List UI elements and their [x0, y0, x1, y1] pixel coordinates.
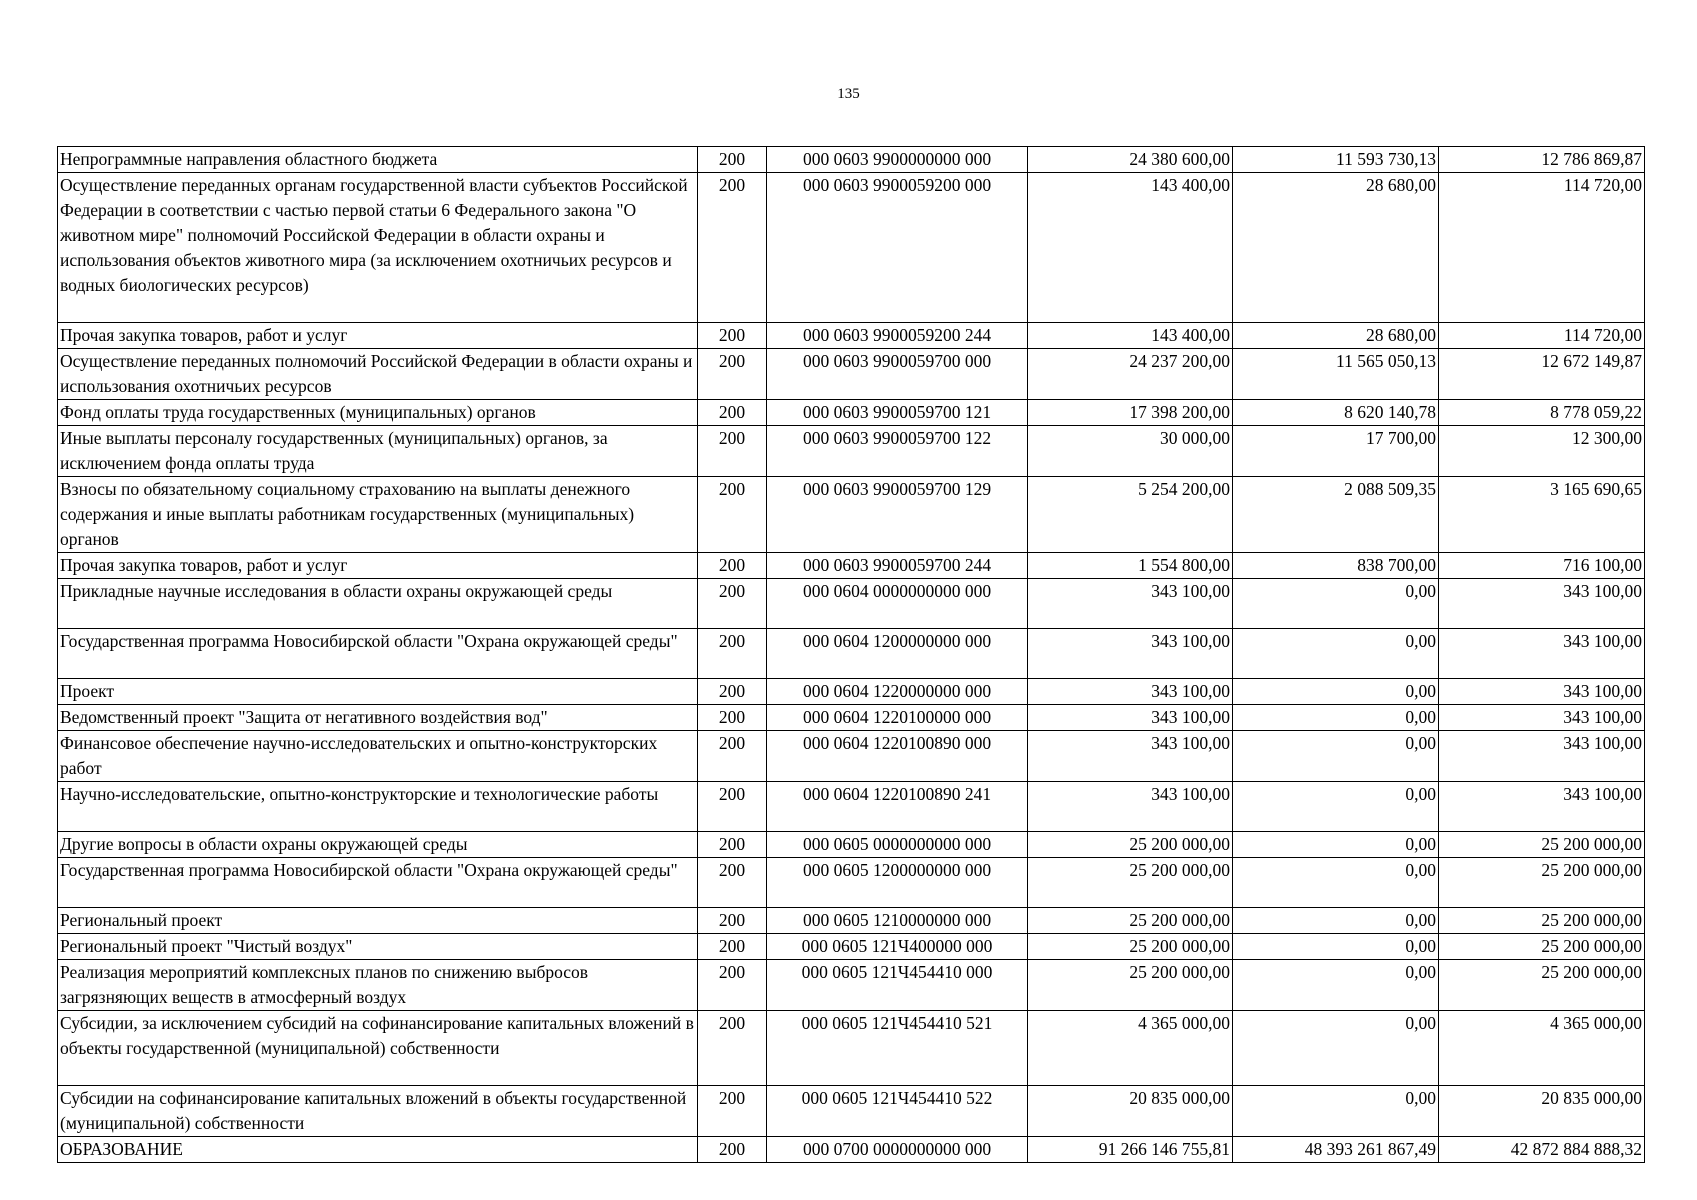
row-admin-code: 200	[698, 1137, 767, 1163]
budget-table-body	[58, 147, 1645, 1163]
row-executed-amount: 0,00	[1233, 1011, 1439, 1086]
row-admin-code: 200	[698, 908, 767, 934]
table-row	[58, 705, 1645, 731]
table-row	[58, 908, 1645, 934]
row-unexecuted-amount: 114 720,00	[1439, 323, 1645, 349]
row-executed-amount: 0,00	[1233, 679, 1439, 705]
row-approved-amount: 24 237 200,00	[1028, 349, 1233, 400]
table-row	[58, 349, 1645, 400]
row-executed-amount: 28 680,00	[1233, 173, 1439, 323]
table-row	[58, 173, 1645, 323]
row-executed-amount: 48 393 261 867,49	[1233, 1137, 1439, 1163]
row-budget-code: 000 0605 121Ч454410 000	[767, 960, 1028, 1011]
row-approved-amount: 1 554 800,00	[1028, 553, 1233, 579]
table-row	[58, 147, 1645, 173]
row-executed-amount: 8 620 140,78	[1233, 400, 1439, 426]
row-unexecuted-amount: 42 872 884 888,32	[1439, 1137, 1645, 1163]
row-unexecuted-amount: 8 778 059,22	[1439, 400, 1645, 426]
row-unexecuted-amount: 4 365 000,00	[1439, 1011, 1645, 1086]
row-approved-amount: 24 380 600,00	[1028, 147, 1233, 173]
row-approved-amount: 343 100,00	[1028, 731, 1233, 782]
row-executed-amount: 0,00	[1233, 832, 1439, 858]
row-executed-amount: 0,00	[1233, 782, 1439, 832]
row-unexecuted-amount: 3 165 690,65	[1439, 477, 1645, 553]
row-admin-code: 200	[698, 553, 767, 579]
row-approved-amount: 143 400,00	[1028, 323, 1233, 349]
row-unexecuted-amount: 343 100,00	[1439, 705, 1645, 731]
row-admin-code: 200	[698, 477, 767, 553]
row-executed-amount: 0,00	[1233, 960, 1439, 1011]
row-admin-code: 200	[698, 349, 767, 400]
row-admin-code: 200	[698, 1011, 767, 1086]
row-budget-code: 000 0605 121Ч400000 000	[767, 934, 1028, 960]
row-budget-code: 000 0604 1220100000 000	[767, 705, 1028, 731]
row-executed-amount: 17 700,00	[1233, 426, 1439, 477]
row-admin-code: 200	[698, 1086, 767, 1137]
row-admin-code: 200	[698, 832, 767, 858]
row-budget-code: 000 0700 0000000000 000	[767, 1137, 1028, 1163]
row-approved-amount: 25 200 000,00	[1028, 934, 1233, 960]
row-executed-amount: 2 088 509,35	[1233, 477, 1439, 553]
row-name: Непрограммные направления областного бюджета	[58, 147, 698, 173]
row-unexecuted-amount: 716 100,00	[1439, 553, 1645, 579]
row-executed-amount: 0,00	[1233, 579, 1439, 629]
row-name: Другие вопросы в области охраны окружающей среды	[58, 832, 698, 858]
row-name: Иные выплаты персоналу государственных (муниципальных) органов, за исключением фонда оплаты труда	[58, 426, 698, 477]
row-unexecuted-amount: 343 100,00	[1439, 731, 1645, 782]
row-admin-code: 200	[698, 934, 767, 960]
row-budget-code: 000 0605 1200000000 000	[767, 858, 1028, 908]
row-budget-code: 000 0603 9900059700 000	[767, 349, 1028, 400]
row-executed-amount: 0,00	[1233, 908, 1439, 934]
table-row	[58, 1086, 1645, 1137]
row-name: Субсидии на софинансирование капитальных вложений в объекты государственной (муниципальной) собственности	[58, 1086, 698, 1137]
row-admin-code: 200	[698, 426, 767, 477]
row-executed-amount: 0,00	[1233, 934, 1439, 960]
row-name: Проект	[58, 679, 698, 705]
row-admin-code: 200	[698, 679, 767, 705]
row-budget-code: 000 0603 9900059200 244	[767, 323, 1028, 349]
row-admin-code: 200	[698, 858, 767, 908]
row-budget-code: 000 0604 1200000000 000	[767, 629, 1028, 679]
row-approved-amount: 91 266 146 755,81	[1028, 1137, 1233, 1163]
row-admin-code: 200	[698, 782, 767, 832]
row-budget-code: 000 0603 9900000000 000	[767, 147, 1028, 173]
row-unexecuted-amount: 25 200 000,00	[1439, 832, 1645, 858]
table-row	[58, 832, 1645, 858]
row-approved-amount: 343 100,00	[1028, 782, 1233, 832]
row-unexecuted-amount: 20 835 000,00	[1439, 1086, 1645, 1137]
row-budget-code: 000 0603 9900059700 129	[767, 477, 1028, 553]
row-approved-amount: 25 200 000,00	[1028, 832, 1233, 858]
row-name: Осуществление переданных органам государственной власти субъектов Российской Федерации в соответствии с частью первой статьи 6 Федерального закона "О животном мире" полномочий Российской Федерации в области охраны и использования объектов животного мира (за исключением охотничьих ресурсов и водных биологических ресурсов)	[58, 173, 698, 323]
row-approved-amount: 343 100,00	[1028, 679, 1233, 705]
table-row	[58, 323, 1645, 349]
row-admin-code: 200	[698, 579, 767, 629]
row-unexecuted-amount: 25 200 000,00	[1439, 858, 1645, 908]
row-budget-code: 000 0603 9900059700 122	[767, 426, 1028, 477]
row-approved-amount: 5 254 200,00	[1028, 477, 1233, 553]
row-name: Региональный проект "Чистый воздух"	[58, 934, 698, 960]
row-executed-amount: 0,00	[1233, 858, 1439, 908]
row-unexecuted-amount: 25 200 000,00	[1439, 934, 1645, 960]
row-approved-amount: 25 200 000,00	[1028, 858, 1233, 908]
row-name: Ведомственный проект "Защита от негативного воздействия вод"	[58, 705, 698, 731]
row-unexecuted-amount: 343 100,00	[1439, 782, 1645, 832]
row-name: Финансовое обеспечение научно-исследовательских и опытно-конструкторских работ	[58, 731, 698, 782]
table-row	[58, 1137, 1645, 1163]
row-name: Осуществление переданных полномочий Российской Федерации в области охраны и использования охотничьих ресурсов	[58, 349, 698, 400]
row-approved-amount: 4 365 000,00	[1028, 1011, 1233, 1086]
row-approved-amount: 25 200 000,00	[1028, 908, 1233, 934]
row-name: Фонд оплаты труда государственных (муниципальных) органов	[58, 400, 698, 426]
row-budget-code: 000 0603 9900059200 000	[767, 173, 1028, 323]
row-admin-code: 200	[698, 400, 767, 426]
row-approved-amount: 343 100,00	[1028, 579, 1233, 629]
row-executed-amount: 11 565 050,13	[1233, 349, 1439, 400]
page-number: 135	[837, 86, 860, 102]
row-name: Прочая закупка товаров, работ и услуг	[58, 553, 698, 579]
row-name: Научно-исследовательские, опытно-конструкторские и технологические работы	[58, 782, 698, 832]
table-row	[58, 477, 1645, 553]
row-executed-amount: 0,00	[1233, 629, 1439, 679]
row-admin-code: 200	[698, 147, 767, 173]
row-name: Государственная программа Новосибирской области "Охрана окружающей среды"	[58, 858, 698, 908]
row-unexecuted-amount: 343 100,00	[1439, 679, 1645, 705]
row-admin-code: 200	[698, 323, 767, 349]
row-approved-amount: 20 835 000,00	[1028, 1086, 1233, 1137]
row-budget-code: 000 0604 1220100890 000	[767, 731, 1028, 782]
table-row	[58, 579, 1645, 629]
table-row	[58, 629, 1645, 679]
row-executed-amount: 838 700,00	[1233, 553, 1439, 579]
budget-table	[57, 146, 1645, 1163]
row-approved-amount: 25 200 000,00	[1028, 960, 1233, 1011]
row-executed-amount: 0,00	[1233, 705, 1439, 731]
row-unexecuted-amount: 12 786 869,87	[1439, 147, 1645, 173]
table-row	[58, 679, 1645, 705]
row-admin-code: 200	[698, 960, 767, 1011]
row-name: Государственная программа Новосибирской области "Охрана окружающей среды"	[58, 629, 698, 679]
row-name: Реализация мероприятий комплексных планов по снижению выбросов загрязняющих веществ в атмосферный воздух	[58, 960, 698, 1011]
row-name: Региональный проект	[58, 908, 698, 934]
row-budget-code: 000 0603 9900059700 121	[767, 400, 1028, 426]
table-row	[58, 782, 1645, 832]
row-approved-amount: 343 100,00	[1028, 629, 1233, 679]
row-executed-amount: 0,00	[1233, 731, 1439, 782]
row-unexecuted-amount: 343 100,00	[1439, 629, 1645, 679]
row-admin-code: 200	[698, 731, 767, 782]
row-admin-code: 200	[698, 629, 767, 679]
table-row	[58, 1011, 1645, 1086]
row-budget-code: 000 0605 1210000000 000	[767, 908, 1028, 934]
table-row	[58, 731, 1645, 782]
row-approved-amount: 143 400,00	[1028, 173, 1233, 323]
row-approved-amount: 343 100,00	[1028, 705, 1233, 731]
row-budget-code: 000 0604 1220100890 241	[767, 782, 1028, 832]
row-budget-code: 000 0605 121Ч454410 521	[767, 1011, 1028, 1086]
row-approved-amount: 17 398 200,00	[1028, 400, 1233, 426]
row-unexecuted-amount: 12 300,00	[1439, 426, 1645, 477]
row-unexecuted-amount: 343 100,00	[1439, 579, 1645, 629]
row-name: ОБРАЗОВАНИЕ	[58, 1137, 698, 1163]
row-budget-code: 000 0605 0000000000 000	[767, 832, 1028, 858]
table-row	[58, 400, 1645, 426]
row-name: Субсидии, за исключением субсидий на софинансирование капитальных вложений в объекты государственной (муниципальной) собственности	[58, 1011, 698, 1086]
table-row	[58, 426, 1645, 477]
row-admin-code: 200	[698, 705, 767, 731]
table-row	[58, 960, 1645, 1011]
row-budget-code: 000 0604 0000000000 000	[767, 579, 1028, 629]
row-executed-amount: 0,00	[1233, 1086, 1439, 1137]
table-row	[58, 553, 1645, 579]
row-name: Прикладные научные исследования в области охраны окружающей среды	[58, 579, 698, 629]
row-unexecuted-amount: 12 672 149,87	[1439, 349, 1645, 400]
row-executed-amount: 11 593 730,13	[1233, 147, 1439, 173]
row-unexecuted-amount: 25 200 000,00	[1439, 908, 1645, 934]
row-admin-code: 200	[698, 173, 767, 323]
row-budget-code: 000 0605 121Ч454410 522	[767, 1086, 1028, 1137]
table-row	[58, 934, 1645, 960]
row-budget-code: 000 0603 9900059700 244	[767, 553, 1028, 579]
table-row	[58, 858, 1645, 908]
row-executed-amount: 28 680,00	[1233, 323, 1439, 349]
row-approved-amount: 30 000,00	[1028, 426, 1233, 477]
row-name: Прочая закупка товаров, работ и услуг	[58, 323, 698, 349]
row-unexecuted-amount: 114 720,00	[1439, 173, 1645, 323]
row-unexecuted-amount: 25 200 000,00	[1439, 960, 1645, 1011]
row-budget-code: 000 0604 1220000000 000	[767, 679, 1028, 705]
row-name: Взносы по обязательному социальному страхованию на выплаты денежного содержания и иные выплаты работникам государственных (муниципальных) органов	[58, 477, 698, 553]
